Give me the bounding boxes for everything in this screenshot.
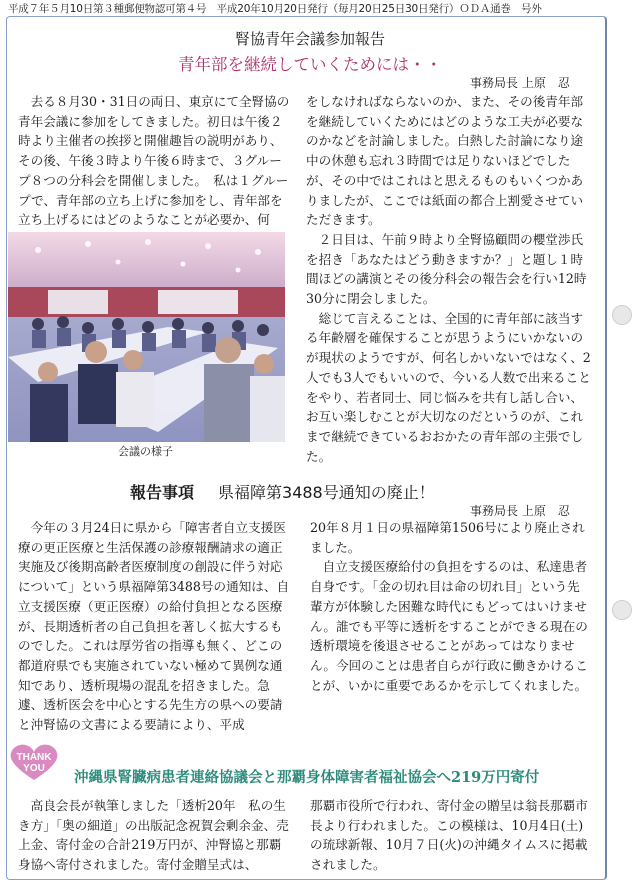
article3-left-column — [18, 796, 290, 875]
article2-right-column — [310, 518, 592, 695]
article2-title: 県福障第3488号通知の廃止！ — [218, 483, 435, 502]
article1-left-paragraph: 去る８月30・31日の両日、東京にて全腎協の青年会議に参加をしてきました。初日は午後２時より主催者の挨拶と開催趣旨の説明があり、その後、午後３時より午後６時まで、３グループ８つの分科会を開催しました。 私は１グループで、青年部の立ち上げに参加をし、青年部を立ち上げるにはどのようなことが必要か、何 — [18, 94, 290, 228]
article1-right-column — [306, 92, 592, 466]
article3-right-column — [310, 796, 592, 875]
article3-title: 沖縄県腎臓病患者連絡協議会と那覇身体障害者福祉協会へ219万円寄付 — [74, 769, 540, 786]
article2-label: 報告事項 — [130, 483, 195, 502]
article1-title: 腎協青年会議参加報告 — [234, 30, 385, 48]
article2-left-column — [18, 518, 290, 735]
binder-hole — [612, 600, 632, 620]
article2-right-paragraph: 自立支援医療給付の負担をするのは、私達患者自身です。「金の切れ目は命の切れ目」という先輩方が体験した困難な時代にもどってはいけません。誰でも平等に透析をすることができる現在の透析環境を後退させることがあってはなりません。今回のことは患者自らが行政に働きかけることが、いかに重要であるかを示してくれました。 — [310, 559, 588, 693]
article1-right-paragraph: 総じて言えることは、全国的に青年部に該当する年齢層を確保することが思うようにいかないのが現状のようですが、何名しかいないではなく、2人でも3人でもいいので、今いる人数で出来ることをやり、若者同士、同じ悩みを共有し話し合い、お互い楽しむことが大切なのだというのが、これまで継続できているおおかたの青年部の主張でした。 — [306, 310, 591, 464]
article1-author: 事務局長 上原 忍 — [470, 76, 570, 90]
article2-heading — [130, 480, 435, 503]
article1-right-paragraph: をしなければならないのか、また、その後青年部を継続していくためにはどのような工夫が必要なのかなどを討論しました。白熱した討論になり途中の休憩も忘れ３時間では足りないほどでしたが、その中ではこれはと思えるものもいくつかありましたが、ここでは紙面の都合上割愛させていただきます。 — [306, 94, 584, 228]
publication-header: 平成７年５月10日第３種郵便物認可第４号 平成20年10月20日発行（毎月20日25日30日発行）ＯＤＡ通巻 号外 — [8, 3, 542, 15]
photo-caption: 会議の様子 — [118, 445, 173, 458]
article2-left-paragraph: 今年の３月24日に県から「障害者自立支援医療の更正医療と生活保護の診療報酬請求の適正実施及び後期高齢者医療制度の創設に伴う対応について」という県福障第3488号の通知は、自立支援医療（更正医療）の給付負担となる医療が、長期透析者の自己負担を著しく拡大するものでした。これは厚労省の指導も無く、どこの都道府県でも実施されていない極めて異例な通知であり、透析現場の混乱を招きました。急遽、透析医会を中心とする先生方の県への要請と沖腎協の文書による要請により、平成 — [18, 520, 290, 733]
conference-photo — [8, 232, 285, 442]
binder-hole — [612, 305, 632, 325]
article1-left-column — [18, 92, 290, 230]
article2-author: 事務局長 上原 忍 — [470, 504, 570, 518]
thank-you-badge — [4, 742, 64, 782]
article1-right-paragraph: ２日目は、午前９時より全腎協顧問の櫻堂渉氏を招き「あなたはどう動きますか？」と題し１時間ほどの講演とその後分科会の報告会を行い12時30分に閉会しました。 — [306, 231, 587, 307]
article2-right-paragraph: 20年８月１日の県福障第1506号により廃止されました。 — [310, 520, 585, 555]
badge-line2: YOU — [23, 763, 45, 774]
article1-subtitle: 青年部を継続していくためには・・ — [178, 55, 442, 74]
article3-right-paragraph: 那覇市役所で行われ、寄付金の贈呈は翁長那覇市長より行われました。この模様は、10月4日(土)の琉球新報、10月７日(火)の沖縄タイムスに掲載されました。 — [310, 798, 588, 873]
badge-line1: THANK — [16, 752, 52, 763]
article3-left-paragraph: 高良会長が執筆しました「透析20年 私の生き方」「奥の細道」の出版記念祝賀会剰余金、売上金、寄付金の合計219万円が、沖腎協と那覇身協へ寄付されました。寄付金贈呈式は、 — [18, 798, 289, 873]
